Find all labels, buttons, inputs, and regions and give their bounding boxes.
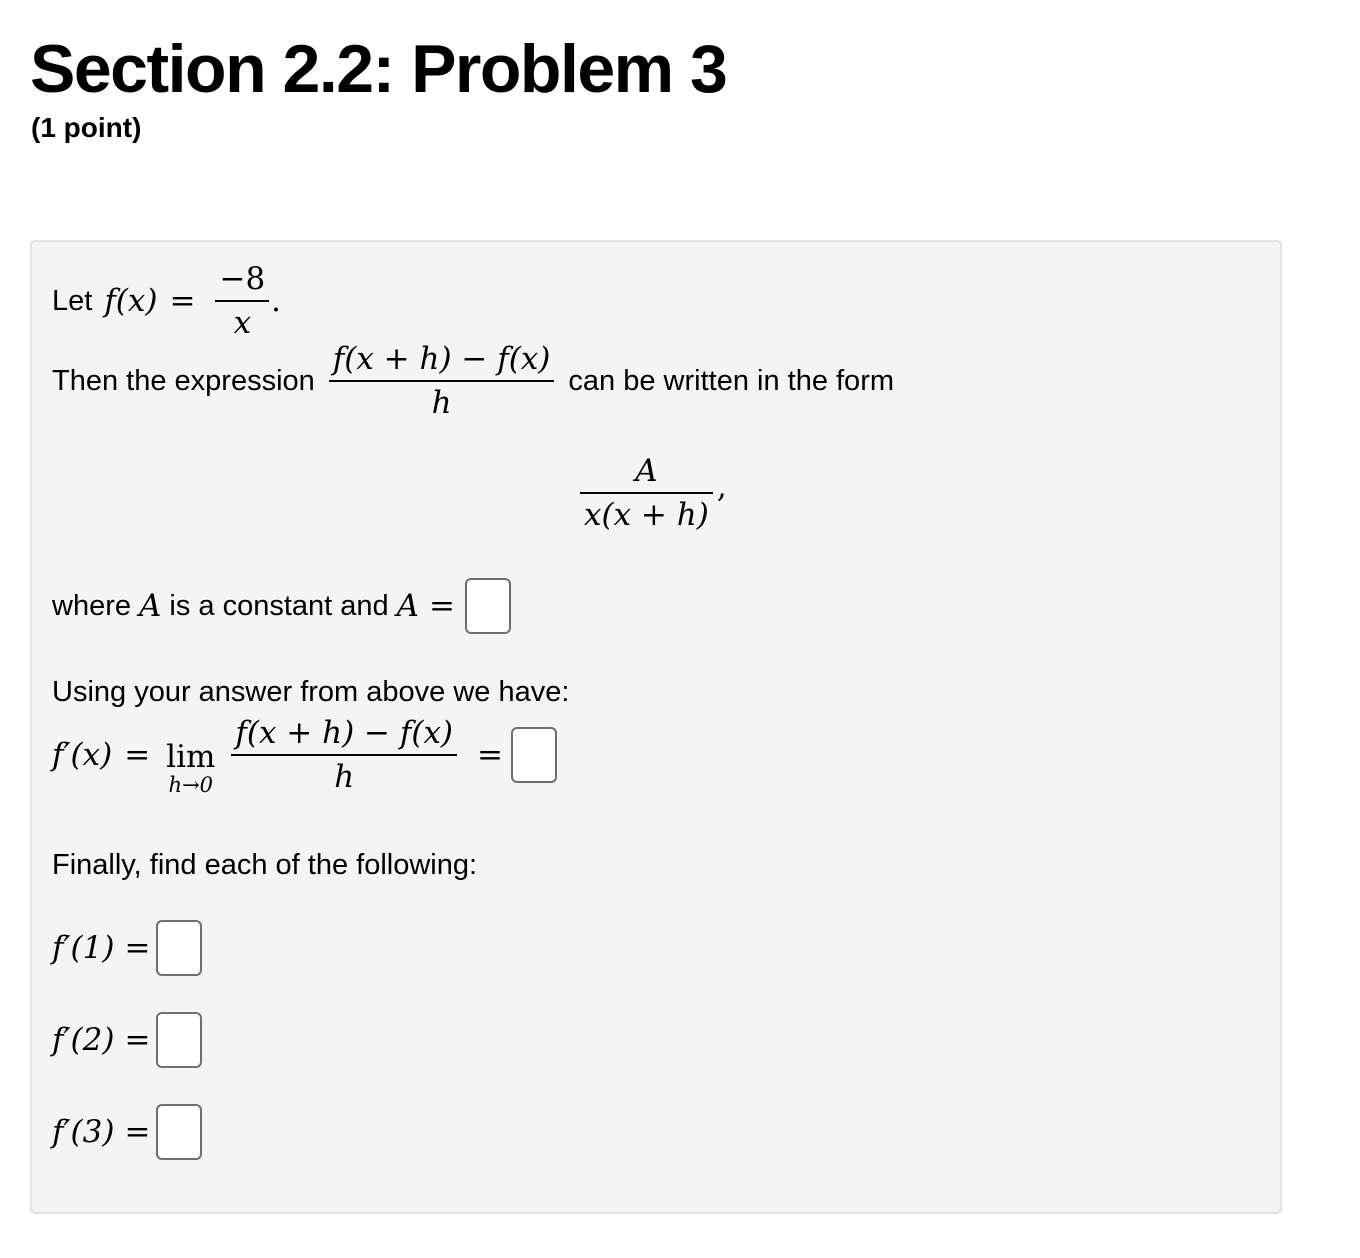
let-word: Let <box>52 284 93 317</box>
then-text: Then the expression <box>52 364 315 397</box>
derivative-lhs: f′(x) <box>52 737 113 773</box>
equals-sign: = <box>477 737 504 773</box>
equals-sign: = <box>124 1114 151 1150</box>
equals-sign: = <box>429 588 456 624</box>
point-value: (1 point) <box>31 112 142 143</box>
evaluation-label: f′(2) <box>52 1022 115 1058</box>
answer-input-f-prime-1[interactable] <box>156 920 202 976</box>
evaluation-row <box>52 1104 202 1160</box>
answer-input-f-prime-3[interactable] <box>156 1104 202 1160</box>
evaluation-label: f′(1) <box>52 930 115 966</box>
function-definition <box>52 258 281 344</box>
dq-numerator: f(x + h) − f(x) <box>235 715 454 751</box>
using-answer-text: Using your answer from above we have: <box>52 676 570 708</box>
function-denominator: x <box>233 305 252 341</box>
form-comma: , <box>716 469 727 505</box>
limit-word: lim <box>166 739 216 775</box>
function-numerator: −8 <box>219 261 266 297</box>
form-numerator: A <box>635 453 658 489</box>
evaluation-row <box>52 920 202 976</box>
limit-difference-quotient <box>231 712 457 798</box>
form-text: can be written in the form <box>568 364 895 397</box>
finally-text: Finally, find each of the following: <box>52 849 478 881</box>
derivative-line <box>52 712 557 798</box>
equals-sign: = <box>124 930 151 966</box>
dq-denominator: h <box>431 385 452 421</box>
difference-quotient <box>329 338 555 424</box>
function-period: . <box>271 283 282 319</box>
answer-input-derivative[interactable] <box>511 727 557 783</box>
answer-input-a[interactable] <box>465 578 511 634</box>
form-expression <box>580 450 727 536</box>
answer-input-f-prime-2[interactable] <box>156 1012 202 1068</box>
function-fraction <box>215 258 269 344</box>
dq-denominator: h <box>334 759 355 795</box>
constant-variable: A <box>396 588 420 624</box>
form-fraction <box>580 450 713 536</box>
constant-text: is a constant and <box>169 589 389 622</box>
function-lhs: f(x) <box>104 283 158 319</box>
equals-sign: = <box>124 737 151 773</box>
dq-numerator: f(x + h) − f(x) <box>332 341 551 377</box>
evaluation-label: f′(3) <box>52 1114 115 1150</box>
form-denominator: x(x + h) <box>584 497 709 533</box>
where-text: where <box>52 589 131 622</box>
page-title: Section 2.2: Problem 3 <box>30 31 727 107</box>
constant-variable: A <box>139 588 162 624</box>
constant-line <box>52 578 511 634</box>
equals-sign: = <box>169 283 196 319</box>
limit-operator <box>166 740 215 796</box>
expression-line <box>52 338 894 424</box>
evaluation-row <box>52 1012 202 1068</box>
limit-subscript: h→0 <box>168 773 214 797</box>
equals-sign: = <box>124 1022 151 1058</box>
